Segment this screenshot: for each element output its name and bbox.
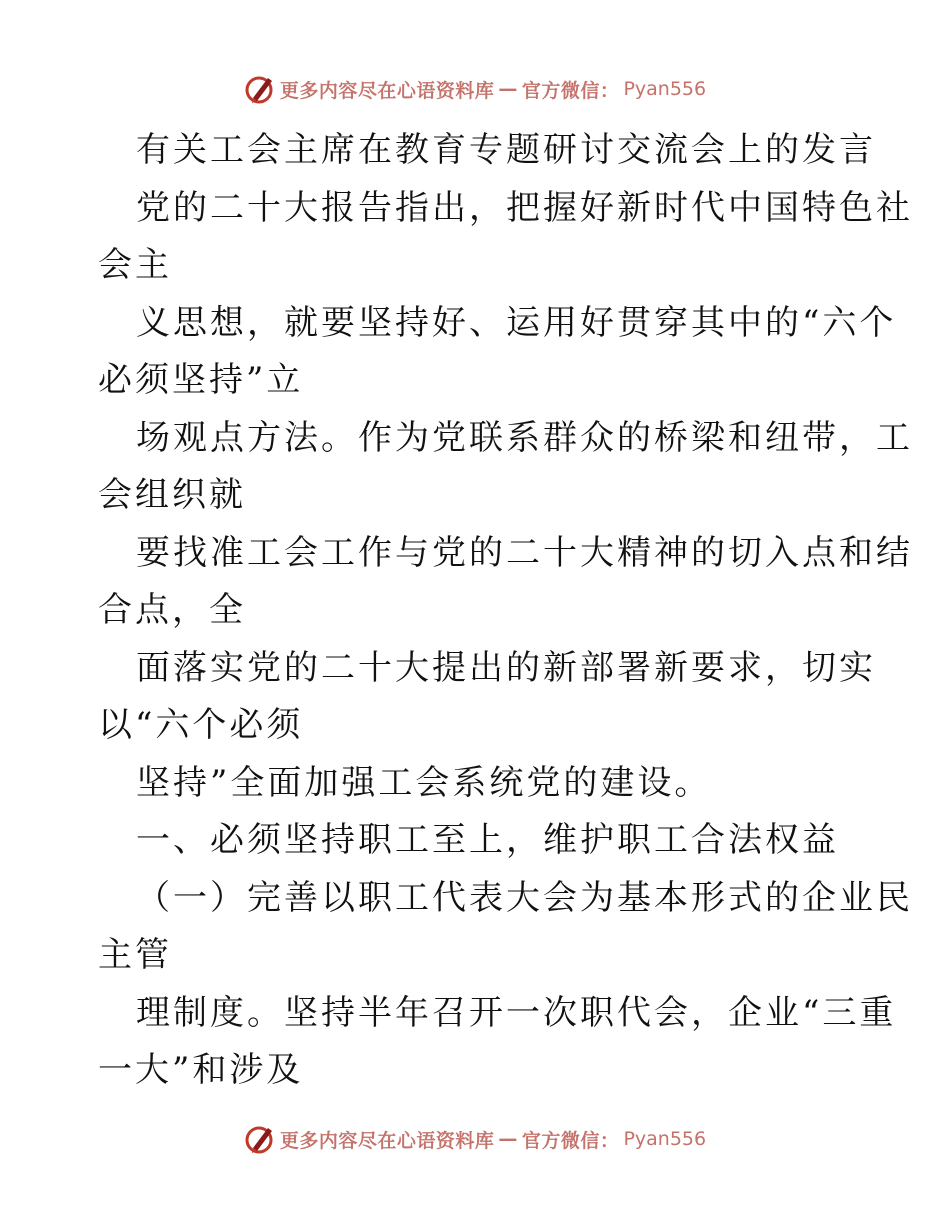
header-watermark [0,72,950,106]
text-line: 理制度。坚持半年召开一次职代会，企业“三重 [136,992,897,1033]
pen-logo-icon [244,72,276,106]
text-line: 面落实党的二十大提出的新部署新要求，切实 [136,647,876,688]
watermark-contact-label: 官方微信： [521,1129,620,1152]
text-line: 义思想，就要坚持好、运用好贯穿其中的“六个 [136,302,897,343]
watermark-brand: 更多内容尽在心语资料库 [279,1129,495,1152]
watermark-contact-id: Pyan556 [623,78,707,100]
text-line: （一）完善以职工代表大会为基本形式的企业民 [136,877,913,918]
watermark-brand: 更多内容尽在心语资料库 [279,79,495,102]
text-line: 场观点方法。作为党联系群众的桥梁和纽带，工 [136,417,913,458]
text-line: 有关工会主席在教育专题研讨交流会上的发言 [136,130,876,170]
watermark-contact-id: Pyan556 [623,1128,707,1150]
text-line: 会主 [98,245,172,285]
watermark-contact-label: 官方微信： [521,79,620,102]
text-line: 合点，全 [98,590,246,630]
footer-watermark [0,1122,950,1156]
text-line: 会组织就 [98,475,246,515]
document-body [98,122,913,1100]
text-line: 一大”和涉及 [98,1050,304,1090]
text-line: 要找准工会工作与党的二十大精神的切入点和结 [136,532,913,573]
pen-logo-icon [244,1122,276,1156]
text-line: 坚持”全面加强工会系统党的建设。 [136,762,712,803]
text-line: 党的二十大报告指出，把握好新时代中国特色社 [136,187,913,228]
text-line: 一、必须坚持职工至上，维护职工合法权益 [136,820,839,860]
text-line: 必须坚持”立 [98,360,304,400]
text-line: 以“六个必须 [98,705,304,745]
watermark-separator: — [498,78,518,100]
watermark-separator: — [498,1128,518,1150]
text-line: 主管 [98,935,172,975]
